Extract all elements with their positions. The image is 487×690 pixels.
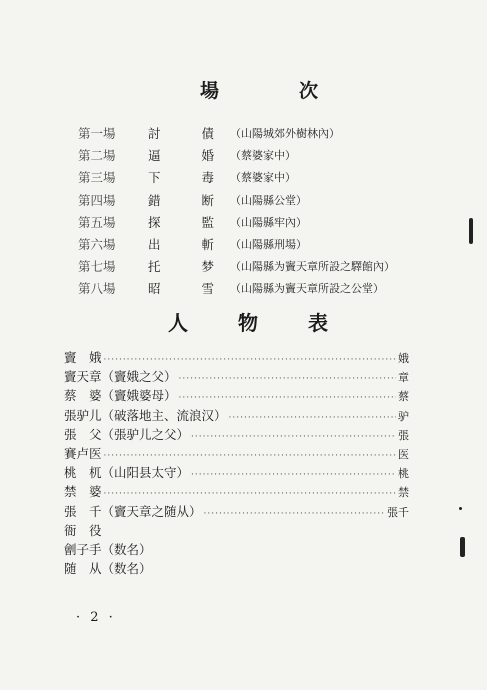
role-name: 賽卢医	[64, 445, 102, 461]
scene-title: 下 毒	[148, 170, 214, 186]
heading-char: 物	[238, 311, 258, 335]
cast-row	[64, 386, 409, 405]
scene-location: （山陽縣为竇天章所設之公堂）	[230, 282, 384, 296]
cast-row	[64, 463, 409, 482]
scene-number: 第五場	[78, 214, 116, 230]
cast-row	[64, 502, 409, 521]
dot-leader	[179, 393, 396, 403]
role-name: 衙 役	[64, 522, 102, 538]
dot-leader	[104, 489, 396, 499]
cast-row	[64, 559, 409, 578]
cast-row	[64, 367, 409, 386]
role-name: 随 从（数名）	[64, 561, 152, 577]
heading-char: 場	[200, 80, 222, 102]
scene-list-heading	[200, 76, 320, 100]
scene-location: （山陽縣公堂）	[230, 193, 307, 207]
scene-list	[78, 122, 438, 300]
scene-row	[78, 277, 438, 299]
scene-location: （山陽縣刑場）	[230, 238, 307, 252]
scan-mark	[459, 507, 462, 510]
cast-row	[64, 444, 409, 463]
role-abbreviation: 蔡	[398, 390, 409, 404]
heading-char: 表	[308, 311, 328, 335]
scene-number: 第八場	[78, 281, 116, 297]
dot-leader	[104, 451, 396, 461]
scene-title: 托 梦	[148, 259, 214, 275]
role-abbreviation: 張	[398, 428, 409, 442]
cast-row	[64, 425, 409, 444]
role-abbreviation: 娥	[398, 352, 409, 365]
scene-title: 逼 婚	[148, 148, 214, 164]
scene-row	[78, 122, 438, 144]
role-name: 張驴儿（破落地主、流浪汉）	[64, 407, 227, 423]
scene-number: 第二場	[78, 148, 116, 164]
dot-leader	[191, 470, 396, 480]
scan-mark	[469, 218, 473, 244]
role-name: 桃 杌（山阳县太守）	[64, 465, 190, 481]
role-name: 禁 婆	[64, 484, 102, 500]
scene-location: （蔡婆家中）	[230, 171, 296, 185]
scan-mark	[460, 537, 465, 557]
heading-char: 次	[298, 80, 320, 102]
scene-title: 探 監	[148, 214, 214, 230]
dot-leader	[204, 509, 385, 519]
role-name: 張 父（張驴儿之父）	[64, 426, 190, 442]
scene-row	[78, 189, 438, 211]
scene-row	[78, 166, 438, 188]
role-name: 劊子手（数名）	[64, 541, 152, 557]
role-name: 竇 娥	[64, 350, 102, 365]
scene-number: 第三場	[78, 170, 116, 186]
dot-leader	[104, 355, 396, 365]
scene-number: 第四場	[78, 192, 116, 208]
scene-title: 討 債	[148, 126, 214, 142]
scene-title: 出 斬	[148, 237, 214, 253]
cast-row	[64, 348, 409, 367]
scene-title: 錯 断	[148, 192, 214, 208]
role-abbreviation: 章	[398, 371, 409, 385]
cast-list	[64, 348, 409, 578]
role-abbreviation: 医	[398, 447, 409, 461]
scene-location: （山陽縣牢內）	[230, 215, 307, 229]
role-name: 蔡 婆（竇娥婆母）	[64, 388, 177, 404]
scene-number: 第一場	[78, 126, 116, 142]
role-abbreviation: 驴	[398, 409, 409, 423]
scene-title: 昭 雪	[148, 281, 214, 297]
cast-row	[64, 521, 409, 540]
dot-leader	[229, 413, 396, 423]
role-name: 張 千（竇天章之随从）	[64, 503, 202, 519]
scene-row	[78, 233, 438, 255]
cast-row	[64, 406, 409, 425]
scene-row	[78, 144, 438, 166]
scene-number: 第七場	[78, 259, 116, 275]
scene-location: （山陽城郊外樹林內）	[230, 127, 340, 141]
page-number: · 2 ·	[76, 610, 116, 625]
dot-leader	[179, 374, 396, 384]
cast-row	[64, 482, 409, 501]
scene-row	[78, 211, 438, 233]
role-name: 竇天章（竇娥之父）	[64, 369, 177, 385]
scene-number: 第六場	[78, 237, 116, 253]
role-abbreviation: 張千	[387, 505, 409, 519]
cast-list-heading	[168, 307, 328, 333]
role-abbreviation: 禁	[398, 486, 409, 500]
scene-location: （山陽縣为竇天章所設之驛館內）	[230, 260, 395, 274]
scene-row	[78, 255, 438, 277]
scene-location: （蔡婆家中）	[230, 149, 296, 163]
heading-char: 人	[168, 311, 188, 335]
cast-row	[64, 540, 409, 559]
role-abbreviation: 桃	[398, 467, 409, 481]
dot-leader	[191, 432, 396, 442]
